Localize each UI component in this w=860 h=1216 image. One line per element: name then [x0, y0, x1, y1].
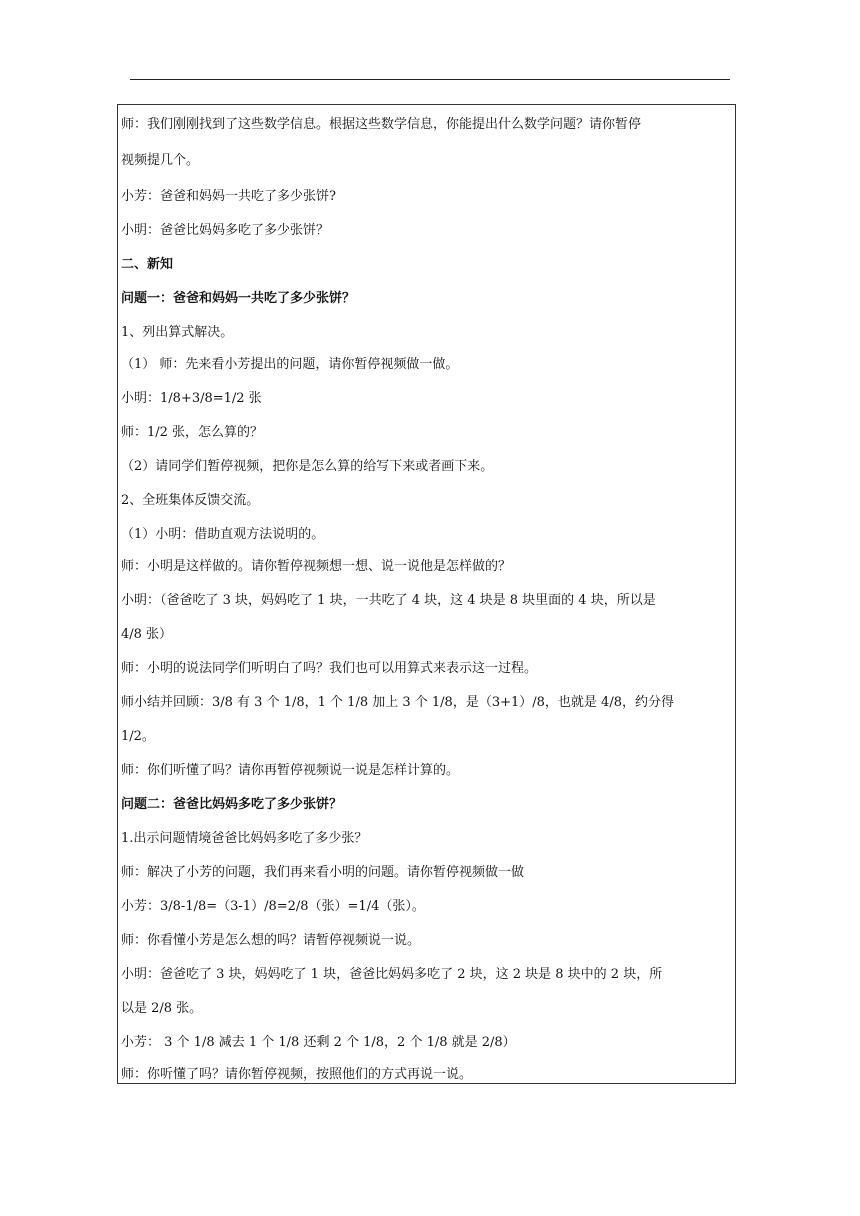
- paragraph-line: 师小结并回顾：3/8 有 3 个 1/8，1 个 1/8 加上 3 个 1/8，是（3+1）/8，也就是 4/8，约分得: [121, 695, 674, 710]
- paragraph-line: 小芳：爸爸和妈妈一共吃了多少张饼?: [121, 189, 336, 204]
- header-rule: [130, 79, 730, 80]
- paragraph-line: 小芳：3/8-1/8=（3-1）/8=2/8（张）=1/4（张）。: [121, 899, 425, 914]
- paragraph-line: 师：你们听懂了吗？请你再暂停视频说一说是怎样计算的。: [121, 763, 460, 778]
- paragraph-line: 1/2。: [121, 729, 155, 744]
- paragraph-line: 以是 2/8 张。: [121, 1001, 203, 1016]
- paragraph-line: 师：你听懂了吗？请你暂停视频，按照他们的方式再说一说。: [121, 1067, 473, 1082]
- paragraph-line: 2、全班集体反馈交流。: [121, 493, 260, 508]
- section-heading: 问题二：爸爸比妈妈多吃了多少张饼？: [121, 797, 343, 812]
- paragraph-line: 1、列出算式解决。: [121, 325, 234, 340]
- paragraph-line: 小明：爸爸比妈妈多吃了多少张饼？: [121, 223, 330, 238]
- paragraph-line: （1） 师：先来看小芳提出的问题，请你暂停视频做一做。: [121, 357, 459, 372]
- paragraph-line: 1.出示问题情境爸爸比妈妈多吃了多少张？: [121, 831, 368, 846]
- paragraph-line: 师：小明是这样做的。请你暂停视频想一想、说一说他是怎样做的？: [121, 559, 512, 574]
- section-heading: 二、新知: [121, 257, 174, 272]
- paragraph-line: 师：小明的说法同学们听明白了吗？我们也可以用算式来表示这一过程。: [121, 661, 538, 676]
- paragraph-line: 师：1/2 张，怎么算的？: [121, 425, 264, 440]
- paragraph-line: （2）请同学们暂停视频，把你是怎么算的给写下来或者画下来。: [121, 459, 494, 474]
- paragraph-line: 小明：爸爸吃了 3 块，妈妈吃了 1 块，爸爸比妈妈多吃了 2 块，这 2 块是 8 块中的 2 块，所: [121, 967, 663, 982]
- paragraph-line: 小明：1/8+3/8=1/2 张: [121, 391, 262, 406]
- paragraph-line: 视频提几个。: [121, 153, 200, 168]
- paragraph-line: 小芳： 3 个 1/8 减去 1 个 1/8 还剩 2 个 1/8，2 个 1/8 就是 2/8）: [121, 1035, 516, 1050]
- paragraph-line: 小明：（爸爸吃了 3 块，妈妈吃了 1 块，一共吃了 4 块，这 4 块是 8 块里面的 4 块，所以是: [121, 593, 656, 608]
- paragraph-line: 师：你看懂小芳是怎么想的吗？请暂停视频说一说。: [121, 933, 421, 948]
- paragraph-line: 师：我们刚刚找到了这些数学信息。根据这些数学信息，你能提出什么数学问题？请你暂停: [121, 117, 642, 132]
- paragraph-line: 师：解决了小芳的问题，我们再来看小明的问题。请你暂停视频做一做: [121, 865, 525, 880]
- paragraph-line: 4/8 张）: [121, 627, 173, 642]
- section-heading: 问题一：爸爸和妈妈一共吃了多少张饼？: [121, 291, 356, 306]
- paragraph-line: （1）小明：借助直观方法说明的。: [121, 527, 325, 542]
